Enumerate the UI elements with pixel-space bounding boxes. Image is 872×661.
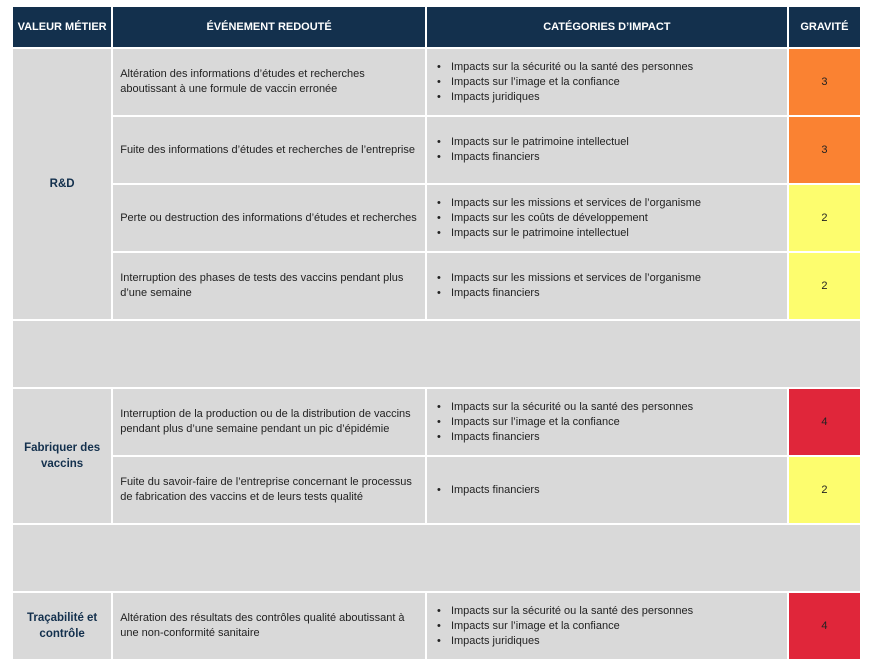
separator-cell: [13, 525, 860, 591]
categories-cell: [427, 185, 787, 251]
gravite-cell: 2: [789, 185, 860, 251]
gravite-cell: 3: [789, 49, 860, 115]
categories-cell: [427, 253, 787, 319]
header-gravite: GRAVITÉ: [789, 7, 860, 47]
evenement-cell: Fuite des informations d’études et recherches de l’entreprise: [113, 117, 425, 183]
impact-list: [433, 400, 781, 445]
categories-cell: [427, 117, 787, 183]
impact-item: • Impacts financiers: [451, 150, 781, 165]
impact-item: • Impacts sur le patrimoine intellectuel: [451, 135, 781, 150]
impact-item: • Impacts financiers: [451, 286, 781, 301]
impact-list: [433, 483, 781, 498]
gravite-cell: 2: [789, 253, 860, 319]
valeur-metier-cell: R&D: [13, 49, 111, 319]
valeur-metier-cell: Traçabilité et contrôle: [13, 593, 111, 659]
table-row: [13, 457, 860, 523]
impact-item: • Impacts sur les missions et services de l’organisme: [451, 271, 781, 286]
header-evenement-redoute: ÉVÉNEMENT REDOUTÉ: [113, 7, 425, 47]
risk-table: [11, 5, 862, 661]
categories-cell: [427, 49, 787, 115]
valeur-metier-cell: Fabriquer des vaccins: [13, 389, 111, 523]
impact-item: • Impacts financiers: [451, 430, 781, 445]
group-separator: [13, 525, 860, 591]
gravite-cell: 4: [789, 593, 860, 659]
impact-item: • Impacts juridiques: [451, 90, 781, 105]
table-row: [13, 185, 860, 251]
table-row: [13, 49, 860, 115]
gravite-cell: 2: [789, 457, 860, 523]
impact-item: • Impacts sur l’image et la confiance: [451, 75, 781, 90]
separator-cell: [13, 321, 860, 387]
evenement-cell: Interruption des phases de tests des vaccins pendant plus d’une semaine: [113, 253, 425, 319]
impact-item: • Impacts sur le patrimoine intellectuel: [451, 226, 781, 241]
impact-item: • Impacts sur les missions et services de l’organisme: [451, 196, 781, 211]
evenement-cell: Perte ou destruction des informations d’études et recherches: [113, 185, 425, 251]
table-row: [13, 253, 860, 319]
categories-cell: [427, 593, 787, 659]
header-valeur-metier: VALEUR MÉTIER: [13, 7, 111, 47]
header-categories-impact: CATÉGORIES D’IMPACT: [427, 7, 787, 47]
categories-cell: [427, 389, 787, 455]
evenement-cell: Altération des informations d’études et recherches aboutissant à une formule de vaccin erronée: [113, 49, 425, 115]
impact-item: • Impacts juridiques: [451, 634, 781, 649]
impact-item: • Impacts sur l’image et la confiance: [451, 619, 781, 634]
impact-item: • Impacts financiers: [451, 483, 781, 498]
impact-item: • Impacts sur la sécurité ou la santé des personnes: [451, 60, 781, 75]
evenement-cell: Altération des résultats des contrôles qualité aboutissant à une non-conformité sanitaire: [113, 593, 425, 659]
table-row: [13, 593, 860, 659]
impact-list: [433, 604, 781, 649]
impact-item: • Impacts sur la sécurité ou la santé des personnes: [451, 604, 781, 619]
impact-list: [433, 196, 781, 241]
impact-item: • Impacts sur l’image et la confiance: [451, 415, 781, 430]
impact-list: [433, 135, 781, 165]
categories-cell: [427, 457, 787, 523]
impact-list: [433, 271, 781, 301]
table-row: [13, 389, 860, 455]
table-row: [13, 117, 860, 183]
evenement-cell: Fuite du savoir-faire de l’entreprise concernant le processus de fabrication des vaccins et de leurs tests qualité: [113, 457, 425, 523]
gravite-cell: 3: [789, 117, 860, 183]
impact-list: [433, 60, 781, 105]
impact-item: • Impacts sur la sécurité ou la santé des personnes: [451, 400, 781, 415]
group-separator: [13, 321, 860, 387]
header-row: [13, 7, 860, 47]
evenement-cell: Interruption de la production ou de la distribution de vaccins pendant plus d’une semaine pendant un pic d’épidémie: [113, 389, 425, 455]
impact-item: • Impacts sur les coûts de développement: [451, 211, 781, 226]
gravite-cell: 4: [789, 389, 860, 455]
table-body: [13, 49, 860, 659]
